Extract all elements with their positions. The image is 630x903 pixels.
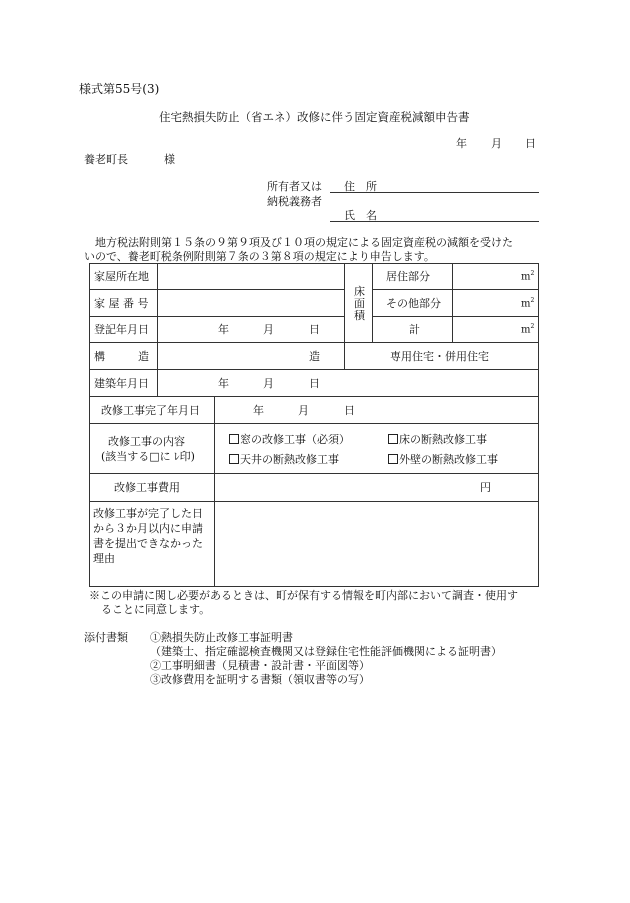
attachment-item-1-note: （建築士、指定確認検査機関又は登録住宅性能評価機関による証明書） xyxy=(150,645,502,658)
body-text-line2: いので、養老町税条例附則第７条の３第８項の規定により申告します。 xyxy=(84,250,435,263)
reason-label-line4: 理由 xyxy=(93,552,115,565)
location-field[interactable] xyxy=(158,264,344,289)
other-area-unit: $m^2$ xyxy=(521,297,535,310)
house-number-field[interactable] xyxy=(158,290,344,316)
floor-area-char-1: 床 xyxy=(354,285,365,298)
total-area-label: 計 xyxy=(409,323,420,336)
structure-label: 構 造 xyxy=(94,350,149,363)
reason-label-line2: から３か月以内に申請 xyxy=(93,522,203,535)
consent-line2: ることに同意します。 xyxy=(101,603,211,616)
build-date-month: 月 xyxy=(263,377,274,390)
exterior-wall-checkbox[interactable] xyxy=(388,454,398,464)
residential-area-label: 居住部分 xyxy=(386,270,430,283)
attachment-item-2: ②工事明細書（見積書・設計書・平面図等） xyxy=(150,659,370,672)
registration-date-label: 登記年月日 xyxy=(94,323,149,336)
build-date-year: 年 xyxy=(218,377,229,390)
content-label-line2: (該当する□に ﾚ印) xyxy=(101,450,195,463)
applicant-role-line2: 納税義務者 xyxy=(267,195,322,208)
completion-date-label: 改修工事完了年月日 xyxy=(101,404,200,417)
floor-checkbox[interactable] xyxy=(388,434,398,444)
attachments-label: 添付書類 xyxy=(84,631,128,644)
completion-date-month: 月 xyxy=(298,404,309,417)
cost-label: 改修工事費用 xyxy=(114,481,180,494)
option-floor[interactable]: 床の断熱改修工事 xyxy=(388,433,487,446)
name-field-line[interactable] xyxy=(330,221,539,222)
content-label-line1: 改修工事の内容 xyxy=(108,435,185,448)
registration-date-year: 年 xyxy=(218,323,229,336)
option-exterior-wall[interactable]: 外壁の断熱改修工事 xyxy=(388,453,498,466)
registration-date-month: 月 xyxy=(263,323,274,336)
consent-line1: ※この申請に関し必要があるときは、町が保有する情報を町内部において調査・使用す xyxy=(89,589,518,602)
option-ceiling[interactable]: 天井の断熱改修工事 xyxy=(229,453,339,466)
cost-unit: 円 xyxy=(480,481,491,494)
total-area-unit: $m^2$ xyxy=(521,323,535,336)
attachment-item-3: ③改修費用を証明する書類（領収書等の写） xyxy=(150,673,370,686)
location-label: 家屋所在地 xyxy=(94,270,149,283)
option-window[interactable]: 窓の改修工事（必須） xyxy=(229,433,350,446)
addressee-honorific: 様 xyxy=(164,153,175,166)
floor-area-char-2: 面 xyxy=(354,297,365,310)
attachment-item-1: ①熱損失防止改修工事証明書 xyxy=(150,631,293,644)
applicant-role-line1: 所有者又は xyxy=(267,180,322,193)
other-area-label: その他部分 xyxy=(386,297,441,310)
reason-label-line1: 改修工事が完了した日 xyxy=(93,507,203,520)
body-text-line1: 地方税法附則第１５条の９第９項及び１０項の規定による固定資産税の減額を受けた xyxy=(95,236,513,249)
date-year: 年 xyxy=(456,137,467,150)
ceiling-checkbox[interactable] xyxy=(229,454,239,464)
address-label: 住 所 xyxy=(344,180,377,193)
name-label: 氏 名 xyxy=(344,209,377,222)
addressee: 養老町長 xyxy=(84,153,128,166)
registration-date-day: 日 xyxy=(309,323,320,336)
usage-type-text: 専用住宅・併用住宅 xyxy=(390,350,489,363)
date-day: 日 xyxy=(525,137,536,150)
completion-date-year: 年 xyxy=(253,404,264,417)
form-title: 住宅熱損失防止（省エネ）改修に伴う固定資産税減額申告書 xyxy=(159,110,470,124)
house-number-label: 家 屋 番 号 xyxy=(94,297,149,310)
build-date-label: 建築年月日 xyxy=(94,377,149,390)
completion-date-day: 日 xyxy=(344,404,355,417)
floor-area-char-3: 積 xyxy=(354,309,365,322)
form-number: 様式第55号(3) xyxy=(79,82,160,96)
residential-area-unit: $m^2$ xyxy=(521,270,535,283)
date-month: 月 xyxy=(491,137,502,150)
reason-label-line3: 書を提出できなかった xyxy=(93,537,203,550)
structure-suffix: 造 xyxy=(309,350,320,363)
reason-field[interactable] xyxy=(215,502,538,586)
address-field-line[interactable] xyxy=(330,192,539,193)
build-date-day: 日 xyxy=(309,377,320,390)
window-checkbox[interactable] xyxy=(229,434,239,444)
